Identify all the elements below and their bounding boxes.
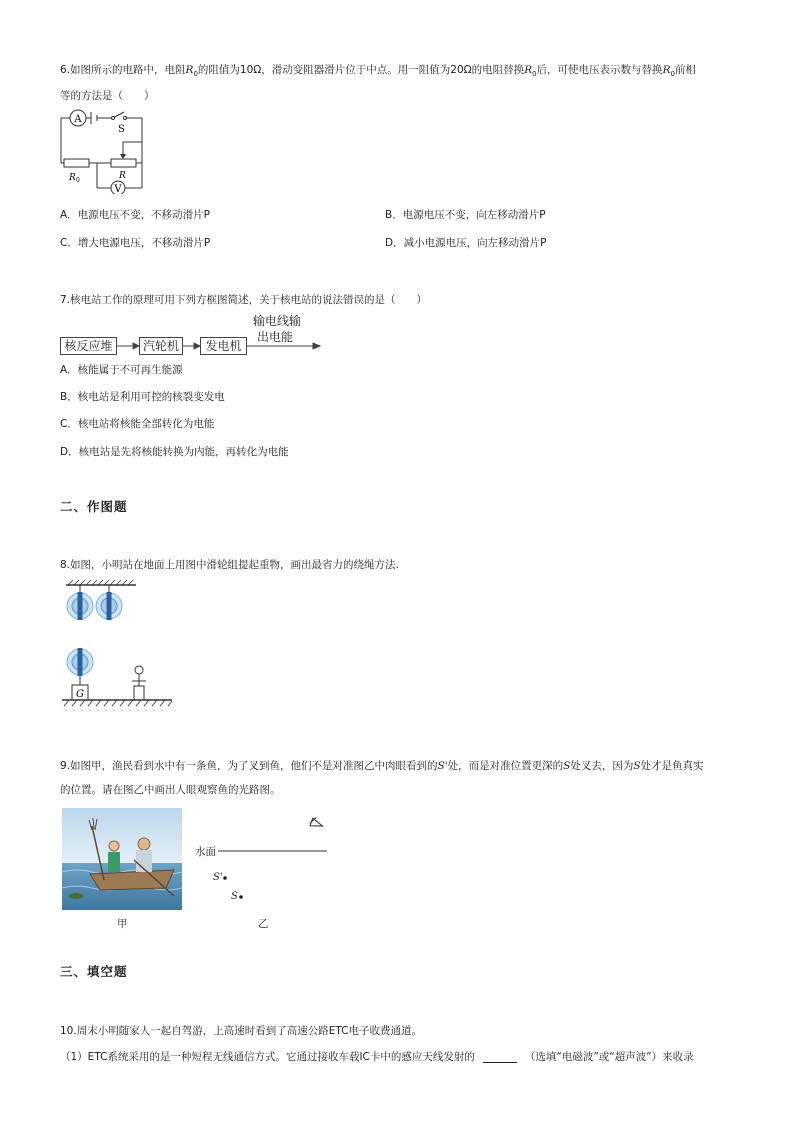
flow-box-generator: 发电机 bbox=[200, 337, 247, 355]
q9-stem-line1: 9.如图甲，渔民看到水中有一条鱼，为了叉到鱼，他们不是对准图乙中肉眼看到的S'处，而是对准位置更深的S处叉去，因为S处才是鱼真实 bbox=[60, 760, 704, 772]
q7-option-a: A．核能属于不可再生能源 bbox=[60, 364, 183, 376]
flow-label-line2: 出电能 bbox=[257, 330, 294, 344]
figure-caption-a: 甲 bbox=[117, 918, 128, 930]
section-heading-fill: 三、填空题 bbox=[60, 964, 128, 979]
weight-label: G bbox=[76, 689, 84, 700]
q7-stem: 7.核电站工作的原理可用下列方框图简述，关于核电站的说法错误的是（ ） bbox=[60, 294, 428, 306]
ammeter-label: A bbox=[74, 114, 82, 125]
q6-option-a: A．电源电压不变，不移动滑片P bbox=[60, 209, 211, 221]
point-sprime-label: S' bbox=[213, 872, 223, 883]
flow-box-turbine: 汽轮机 bbox=[139, 337, 183, 355]
answer-blank[interactable] bbox=[483, 1052, 517, 1063]
point-s-label: S bbox=[231, 891, 238, 902]
eye-icon bbox=[309, 816, 325, 830]
q10-subquestion-1: （1）ETC系统采用的是一种短程无线通信方式。它通过接收车载IC卡中的感应天线发射的 （选填“电磁波”或“超声波”）来收录 bbox=[60, 1051, 694, 1063]
q6-option-b: B．电源电压不变，向左移动滑片P bbox=[385, 209, 546, 221]
q8-stem: 8.如图，小明站在地面上用图中滑轮组提起重物，画出最省力的绕绳方法. bbox=[60, 559, 399, 571]
q9-stem-line2: 的位置。请在图乙中画出人眼观察鱼的光路图。 bbox=[60, 784, 281, 796]
q7-option-b: B．核电站是利用可控的核裂变发电 bbox=[60, 391, 225, 403]
flow-arrows bbox=[115, 338, 325, 356]
flow-box-reactor: 核反应堆 bbox=[60, 337, 117, 355]
figure-caption-b: 乙 bbox=[258, 918, 269, 930]
switch-label: S bbox=[118, 124, 125, 135]
rheostat-label: R bbox=[119, 171, 126, 181]
r0-label: R bbox=[69, 173, 76, 183]
q6-stem-line1: 6.如图所示的电路中，电阻$R_0$的阻值为10Ω，滑动变阻器滑片位于中点。用一阻值为20Ω的电阻替换$R_0$后，可使电压表示数与替换$R_0$前相 bbox=[60, 64, 696, 79]
q6-stem-line2: 等的方法是（ ） bbox=[60, 90, 155, 102]
q7-option-c: C．核电站将核能全部转化为电能 bbox=[60, 418, 215, 430]
pulley-system-figure bbox=[60, 578, 175, 708]
q6-circuit-diagram bbox=[58, 108, 158, 194]
water-surface-label: 水面 bbox=[195, 846, 216, 858]
fisherman-photo bbox=[62, 808, 182, 910]
voltmeter-label: V bbox=[114, 184, 122, 194]
r0-label-sub: 0 bbox=[76, 177, 80, 184]
q7-option-d: D．核电站是先将核能转换为内能，再转化为电能 bbox=[60, 446, 289, 458]
section-heading-drawing: 二、作图题 bbox=[60, 499, 128, 514]
flow-label-line1: 输电线输 bbox=[253, 314, 302, 328]
q6-option-c: C．增大电源电压，不移动滑片P bbox=[60, 237, 211, 249]
refraction-diagram bbox=[195, 812, 335, 912]
q6-option-d: D．减小电源电压，向左移动滑片P bbox=[385, 237, 547, 249]
q10-stem: 10.周末小明随家人一起自驾游，上高速时看到了高速公路ETC电子收费通道。 bbox=[60, 1025, 422, 1037]
